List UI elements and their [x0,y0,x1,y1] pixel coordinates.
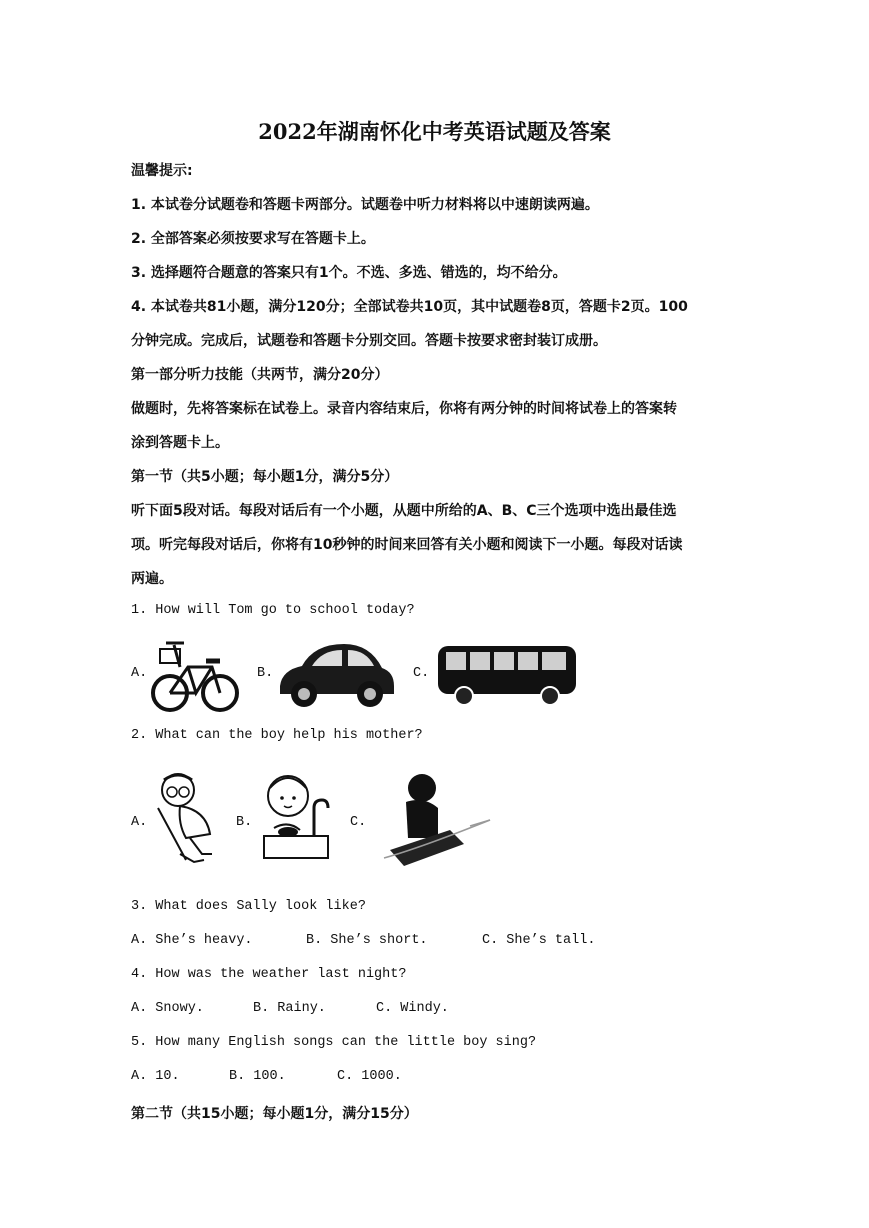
option-c: C. Windy. [376,1001,449,1016]
car-icon [274,640,398,710]
question-2: 2. What can the boy help his mother? [131,728,423,743]
question-3: 3. What does Sally look like? [131,899,366,914]
option-b: B. She’s short. [306,933,428,948]
option-a: A. Snowy. [131,1001,204,1016]
part1-instruction: 涂到答题卡上。 [131,435,229,451]
section1-heading: 第一节（共5小题；每小题1分，满分5分） [131,469,399,485]
section1-instruction: 两遍。 [131,571,173,587]
section1-instruction: 听下面5段对话。每段对话后有一个小题，从题中所给的A、B、C三个选项中选出最佳选 [131,503,677,519]
boy-sweeping-icon [150,768,216,866]
question-4: 4. How was the weather last night? [131,967,407,982]
bicycle-icon [150,635,242,717]
option-b: B. Rainy. [253,1001,326,1016]
tip-item: 分钟完成。完成后，试题卷和答题卡分别交回。答题卡按要求密封装订成册。 [131,333,607,349]
option-c-label: C. [413,666,430,681]
boy-washing-dishes-icon [258,768,334,864]
tip-item: 1. 本试卷分试题卷和答题卡两部分。试题卷中听力材料将以中速朗读两遍。 [131,197,599,213]
option-a: A. 10. [131,1069,180,1084]
part1-instruction: 做题时，先将答案标在试卷上。录音内容结束后，你将有两分钟的时间将试卷上的答案转 [131,401,677,417]
option-c: C. She’s tall. [482,933,596,948]
section1-instruction: 项。听完每段对话后，你将有10秒钟的时间来回答有关小题和阅读下一小题。每段对话读 [131,537,683,553]
option-a-label: A. [131,666,148,681]
tip-item: 3. 选择题符合题意的答案只有1个。不选、多选、错选的，均不给分。 [131,265,567,281]
option-c: C. 1000. [337,1069,402,1084]
option-b: B. 100. [229,1069,286,1084]
boy-mopping-floor-icon [380,768,492,874]
section2-heading: 第二节（共15小题；每小题1分，满分15分） [131,1106,418,1122]
question-5: 5. How many English songs can the little boy sing? [131,1035,537,1050]
page-title: 2022年湖南怀化中考英语试题及答案 [258,119,611,144]
bus-icon [434,642,580,706]
option-c-label: C. [350,815,367,830]
tips-heading: 温馨提示: [131,163,193,179]
tip-item: 2. 全部答案必须按要求写在答题卡上。 [131,231,375,247]
part1-heading: 第一部分听力技能（共两节，满分20分） [131,367,389,383]
option-a: A. She’s heavy. [131,933,253,948]
option-b-label: B. [257,666,274,681]
option-a-label: A. [131,815,148,830]
option-b-label: B. [236,815,253,830]
tip-item: 4. 本试卷共81小题，满分120分；全部试卷共10页，其中试题卷8页，答题卡2页。100 [131,299,688,315]
question-1: 1. How will Tom go to school today? [131,603,415,618]
